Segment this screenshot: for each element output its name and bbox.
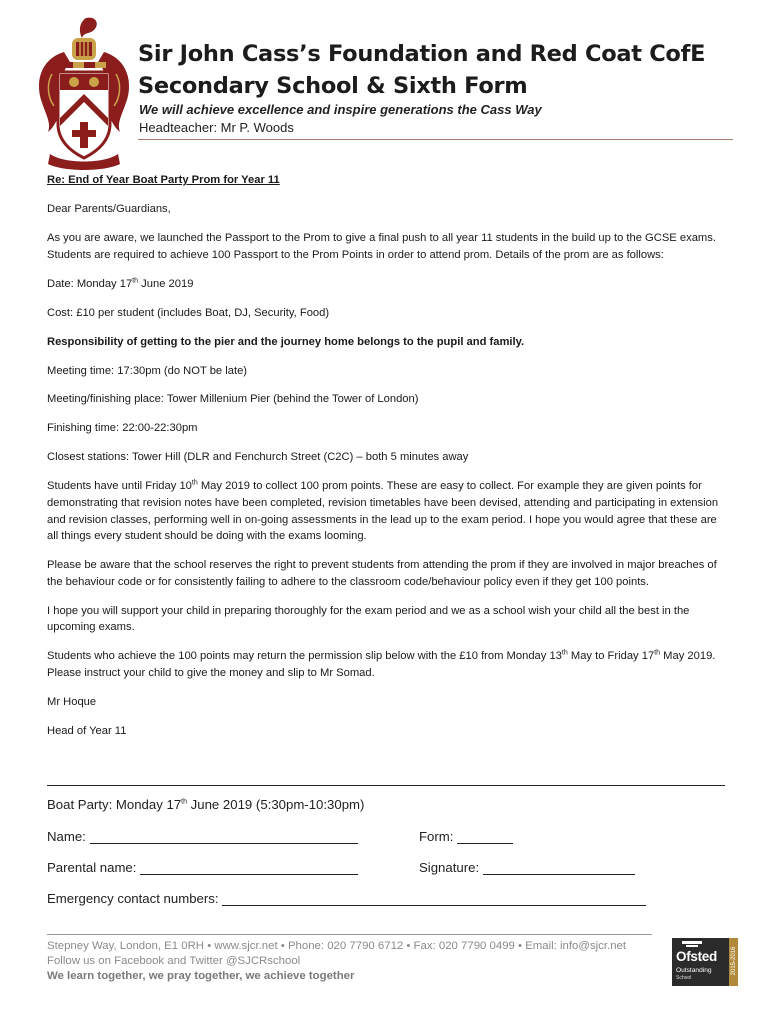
prom-cost: Cost: £10 per student (includes Boat, DJ, Security, Food) [47,306,330,319]
signoff-name: Mr Hoque [47,695,97,708]
letter-intro: As you are aware, we launched the Passport to the Prom to give a final push to all year 11 students in the build up to the GCSE exams. Students are required to achieve 100 Passport to the Prom Points in order to attend prom. Details of the prom are as follows: [47,231,716,261]
headteacher-line: Headteacher: Mr P. Woods [139,120,294,135]
school-name-line2: Secondary School & Sixth Form [138,73,528,99]
behaviour-warning: Please be aware that the school reserves the right to prevent students from attending the prom if they are involved in major breaches of the behaviour code or for consistently failing to adhere to the classroom code/behaviour policy even if they get 100 points. [47,559,717,588]
closest-stations: Closest stations: Tower Hill (DLR and Fenchurch Street (C2C) – both 5 minutes away [47,451,469,464]
slip-return-paragraph [47,648,727,681]
prom-date-suffix: th [132,276,139,284]
emergency-contact-label: Emergency contact numbers: [47,891,219,906]
footer-address: Stepney Way, London, E1 0RH • www.sjcr.net • Phone: 020 7790 6712 • Fax: 020 7790 0499 • Email: info@sjcr.net [47,940,627,952]
letter-greeting: Dear Parents/Guardians, [47,202,171,215]
header-divider [138,139,733,140]
letter-subject: Re: End of Year Boat Party Prom for Year 11 [47,174,280,186]
slip-return-end: May 2019. Please instruct your child to give the money and slip to Mr Somad. [47,650,716,679]
slip-title [47,797,364,812]
support-paragraph: I hope you will support your child in preparing thoroughly for the exam period and we as a school wish your child all the best in the upcoming exams. [47,604,690,634]
signature-label: Signature: [419,860,480,875]
name-label: Name: [47,829,86,844]
meeting-time: Meeting time: 17:30pm (do NOT be late) [47,364,248,377]
prom-date-text: Date: Monday 17 [47,277,133,290]
footer-tagline: We learn together, we pray together, we achieve together [47,970,355,982]
ofsted-year-band [729,938,738,986]
points-text-rest: May 2019 to collect 100 prom points. These are easy to collect. For example they are given points for demonstrating that revision notes have been completed, revision timetables have been devised, attending and participating in extension and revision classes, performing well in on-going assessments in the lead up to the exam period. I hope you would agree that these are all things every student should be doing with the exams looming. [47,480,719,543]
ofsted-name: Ofsted [676,949,717,964]
points-date-suffix: th [191,479,198,487]
points-paragraph [47,478,727,544]
school-name-line1: Sir John Cass’s Foundation and Red Coat CofE [138,41,706,67]
form-field[interactable] [457,829,513,844]
letter-body [47,172,727,752]
signoff-role: Head of Year 11 [47,724,127,737]
responsibility-notice: Responsibility of getting to the pier and the journey home belongs to the pupil and family. [47,335,525,348]
slip-divider [47,785,725,786]
prom-date-month: June 2019 [138,277,194,290]
ofsted-badge [672,938,738,986]
points-text-start: Students have until Friday 10 [47,480,192,493]
signature-field[interactable] [483,860,635,875]
prom-date [47,276,727,293]
ofsted-rating: Outstanding [676,967,712,974]
meeting-place: Meeting/finishing place: Tower Millenium Pier (behind the Tower of London) [47,393,419,406]
name-field-row [47,829,358,844]
ofsted-years: 2015-2016 [731,946,737,976]
ofsted-mark-icon [682,941,702,948]
slip-return-mid: May to Friday 17 [567,650,655,663]
slip-date-suffix-1: th [561,649,568,657]
ofsted-school: School [676,975,692,981]
name-field[interactable] [90,829,358,844]
parental-name-field[interactable] [140,860,358,875]
parental-name-label: Parental name: [47,860,137,875]
slip-title-suffix: th [181,798,187,806]
slip-title-text: Boat Party: Monday 17 [47,797,182,812]
footer-social: Follow us on Facebook and Twitter @SJCRschool [47,955,301,967]
emergency-contact-field[interactable] [222,891,646,906]
emergency-contact-row [47,891,646,906]
school-crest-logo [34,14,134,172]
slip-return-start: Students who achieve the 100 points may return the permission slip below with the £10 from Monday 13 [47,650,562,663]
footer-divider [47,934,652,935]
finishing-time: Finishing time: 22:00-22:30pm [47,422,198,435]
slip-date-suffix-2: th [654,649,661,657]
form-label: Form: [419,829,454,844]
parental-name-row [47,860,358,875]
form-field-row [419,829,513,844]
signature-row [419,860,635,875]
school-motto: We will achieve excellence and inspire generations the Cass Way [139,102,542,117]
school-name [138,38,705,102]
slip-title-time: June 2019 (5:30pm-10:30pm) [187,797,365,812]
